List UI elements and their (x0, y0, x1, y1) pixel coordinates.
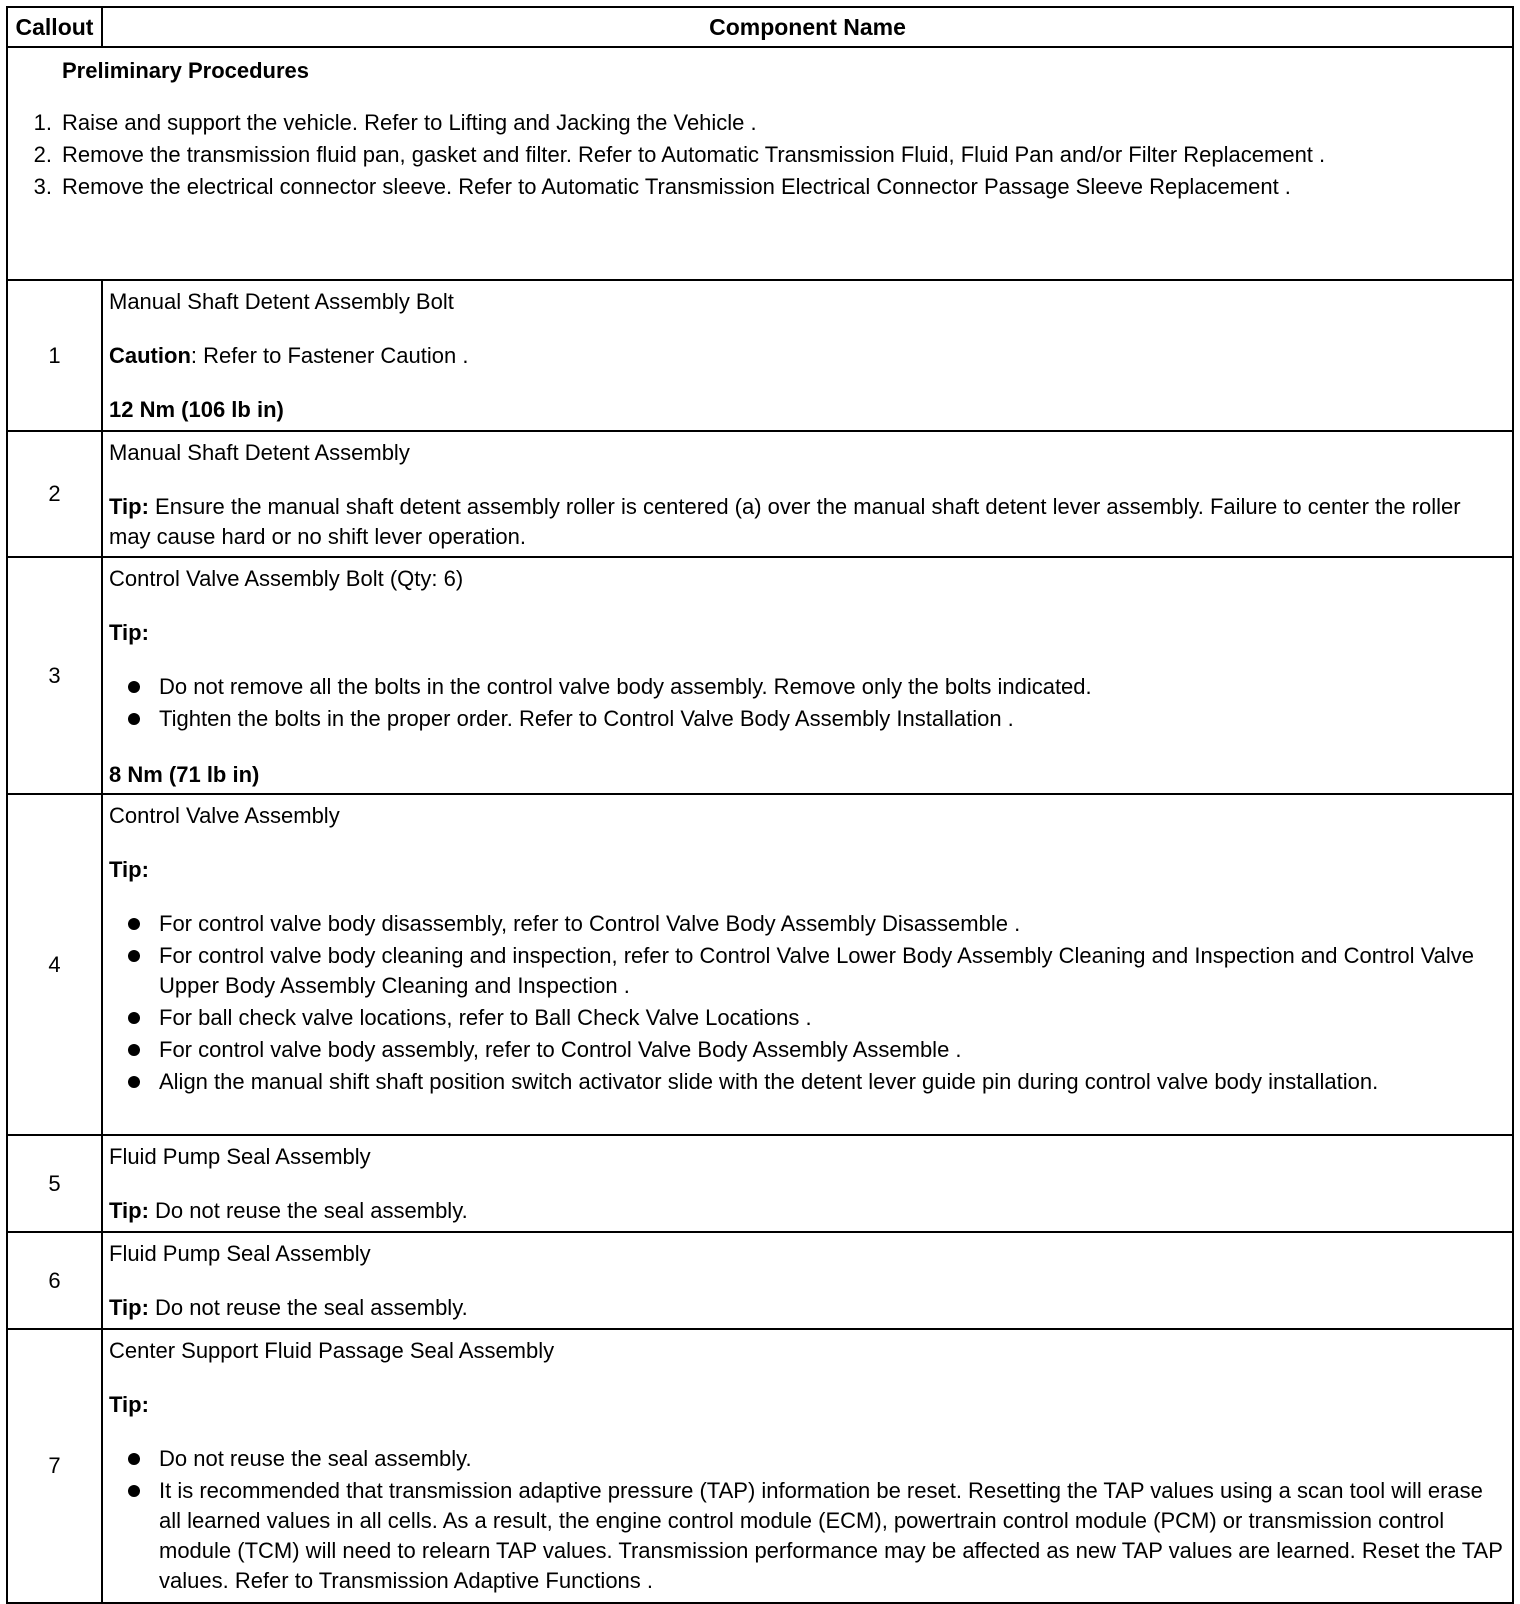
bullet-text: For control valve body disassembly, refer to Control Valve Body Assembly Disassemble . (159, 911, 1021, 936)
list-item (109, 672, 1506, 702)
component-name: Fluid Pump Seal Assembly (109, 1241, 371, 1266)
torque-spec: 8 Nm (71 lb in) (109, 762, 260, 787)
table-row (8, 1233, 1512, 1330)
component-cell (103, 432, 1512, 556)
tip-text: Do not reuse the seal assembly. (148, 1198, 468, 1223)
component-cell (103, 558, 1512, 793)
tip-label: Tip: (109, 1198, 149, 1223)
bullet-text: Do not reuse the seal assembly. (159, 1446, 472, 1471)
callout-number: 3 (8, 558, 103, 793)
tip-label: Tip: (109, 620, 149, 645)
bullet-icon (109, 1003, 159, 1033)
bullet-icon (109, 672, 159, 702)
component-table (6, 6, 1514, 1604)
component-cell (103, 281, 1512, 430)
list-item (109, 1067, 1506, 1097)
table-row (8, 1330, 1512, 1602)
bullet-text: For control valve body assembly, refer to Control Valve Body Assembly Assemble . (159, 1037, 962, 1062)
bullet-text: For control valve body cleaning and inspection, refer to Control Valve Lower Body Assembly Cleaning and Inspection and Control Valve Upper Body Assembly Cleaning and Inspection . (159, 943, 1475, 998)
bullet-text: Align the manual shift shaft position switch activator slide with the detent lever guide pin during control valve body installation. (159, 1069, 1379, 1094)
component-cell (103, 1330, 1512, 1602)
callout-number: 4 (8, 795, 103, 1134)
list-item (109, 909, 1506, 939)
preliminary-procedures (8, 48, 1512, 281)
component-cell (103, 1233, 1512, 1328)
step-text: Remove the electrical connector sleeve. Refer to Automatic Transmission Electrical Connector Passage Sleeve Replacement . (62, 174, 1291, 199)
tip-text: Ensure the manual shaft detent assembly roller is centered (a) over the manual shaft detent lever assembly. Failure to center the roller may cause hard or no shift lever operation. (109, 494, 1461, 549)
caution-text: : Refer to Fastener Caution . (190, 343, 469, 368)
list-item (109, 1476, 1506, 1596)
step-text: Remove the transmission fluid pan, gasket and filter. Refer to Automatic Transmission Fluid, Fluid Pan and/or Filter Replacement . (62, 142, 1326, 167)
callout-number: 7 (8, 1330, 103, 1602)
table-header-row (8, 8, 1512, 48)
tip-label: Tip: (109, 1295, 149, 1320)
bullet-icon (109, 1476, 159, 1596)
bullet-icon (109, 941, 159, 1001)
component-cell (103, 795, 1512, 1134)
callout-number: 2 (8, 432, 103, 556)
bullet-icon (109, 1444, 159, 1474)
table-row (8, 281, 1512, 432)
list-item (109, 1444, 1506, 1474)
caution-label: Caution (109, 343, 191, 368)
bullet-text: For ball check valve locations, refer to Ball Check Valve Locations . (159, 1005, 812, 1030)
bullet-text: Tighten the bolts in the proper order. Refer to Control Valve Body Assembly Installation . (159, 706, 1014, 731)
component-name: Manual Shaft Detent Assembly (109, 440, 410, 465)
torque-spec: 12 Nm (106 lb in) (109, 397, 284, 422)
step-number: 2. (33, 142, 52, 167)
list-item (109, 941, 1506, 1001)
tip-label: Tip: (109, 494, 149, 519)
step-text: Raise and support the vehicle. Refer to Lifting and Jacking the Vehicle . (62, 110, 757, 135)
preliminary-title: Preliminary Procedures (62, 58, 310, 83)
preliminary-steps (8, 108, 1512, 202)
table-row (8, 1136, 1512, 1233)
list-item (109, 704, 1506, 734)
tip-label: Tip: (109, 1392, 149, 1417)
bullet-icon (109, 909, 159, 939)
component-cell (103, 1136, 1512, 1231)
tip-label: Tip: (109, 857, 149, 882)
tip-note (109, 1196, 1506, 1226)
tip-bullets (109, 909, 1506, 1097)
tip-note (109, 1293, 1506, 1323)
component-name: Control Valve Assembly Bolt (Qty: 6) (109, 566, 464, 591)
caution-note (109, 341, 1506, 371)
component-name: Control Valve Assembly (109, 803, 340, 828)
callout-number: 6 (8, 1233, 103, 1328)
tip-note (109, 492, 1506, 552)
bullet-icon (109, 1067, 159, 1097)
table-row (8, 558, 1512, 795)
component-name: Center Support Fluid Passage Seal Assembly (109, 1338, 555, 1363)
list-item (109, 1003, 1506, 1033)
list-item (109, 1035, 1506, 1065)
component-column-header: Component Name (709, 14, 906, 40)
callout-number: 5 (8, 1136, 103, 1231)
tip-text: Do not reuse the seal assembly. (148, 1295, 468, 1320)
step-number: 3. (33, 174, 52, 199)
table-row (8, 432, 1512, 558)
step-number: 1. (33, 110, 52, 135)
component-name: Manual Shaft Detent Assembly Bolt (109, 289, 454, 314)
preliminary-step (8, 172, 1512, 202)
bullet-text: Do not remove all the bolts in the control valve body assembly. Remove only the bolts indicated. (159, 674, 1092, 699)
callout-column-header: Callout (8, 8, 103, 46)
preliminary-step (8, 108, 1512, 138)
component-name: Fluid Pump Seal Assembly (109, 1144, 371, 1169)
callout-number: 1 (8, 281, 103, 430)
bullet-text: It is recommended that transmission adaptive pressure (TAP) information be reset. Resetting the TAP values using a scan tool will erase all learned values in all cells. As a result, the engine control module (ECM), powertrain control module (PCM) or transmission control module (TCM) will need to relearn TAP values. Transmission performance may be affected as new TAP values are learned. Reset the TAP values. Refer to Transmission Adaptive Functions . (159, 1478, 1503, 1593)
table-row (8, 795, 1512, 1136)
tip-bullets (109, 672, 1506, 734)
preliminary-step (8, 140, 1512, 170)
bullet-icon (109, 704, 159, 734)
bullet-icon (109, 1035, 159, 1065)
tip-bullets (109, 1444, 1506, 1596)
